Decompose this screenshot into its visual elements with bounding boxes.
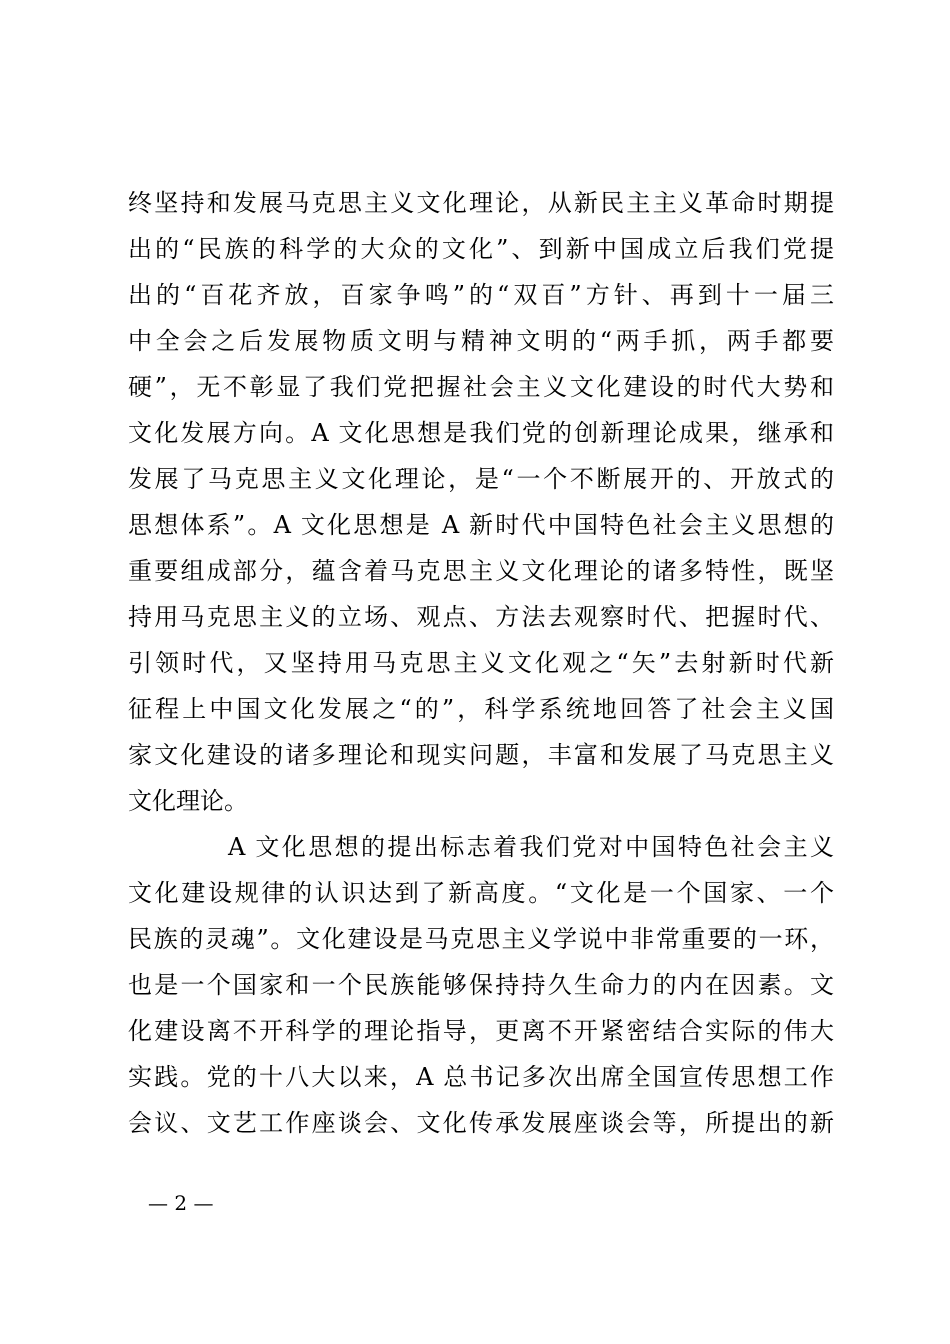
paragraph-2-line-4: 也是一个国家和一个民族能够保持持久生命力的内在因素。文 — [128, 971, 834, 999]
paragraph-2-line-7: 会议、文艺工作座谈会、文化传承发展座谈会等，所提出的新 — [128, 1109, 834, 1137]
paragraph-2-line-1: A 文化思想的提出标志着我们党对中国特色社会主义 — [228, 833, 834, 861]
paragraph-2-line-2: 文化建设规律的认识达到了新高度。“文化是一个国家、一个 — [128, 879, 834, 907]
paragraph-2-line-5: 化建设离不开科学的理论指导，更离不开紧密结合实际的伟大 — [128, 1017, 834, 1045]
paragraph-1-line-6: 文化发展方向。A 文化思想是我们党的创新理论成果，继承和 — [128, 419, 834, 447]
paragraph-1-line-3: 出的“百花齐放，百家争鸣”的“双百”方针、再到十一届三 — [128, 281, 834, 309]
page-number: — 2 — — [148, 1191, 214, 1215]
paragraph-1-line-12: 征程上中国文化发展之“的”，科学系统地回答了社会主义国 — [128, 695, 834, 723]
paragraph-1-line-10: 持用马克思主义的立场、观点、方法去观察时代、把握时代、 — [128, 603, 834, 631]
paragraph-2-line-3: 民族的灵魂”。文化建设是马克思主义学说中非常重要的一环， — [128, 925, 834, 953]
paragraph-1-line-7: 发展了马克思主义文化理论，是“一个不断展开的、开放式的 — [128, 465, 834, 493]
body-text — [128, 180, 834, 1146]
paragraph-1-line-2: 出的“民族的科学的大众的文化”、到新中国成立后我们党提 — [128, 235, 834, 263]
paragraph-1-line-11: 引领时代，又坚持用马克思主义文化观之“矢”去射新时代新 — [128, 649, 834, 677]
paragraph-1-line-9: 重要组成部分，蕴含着马克思主义文化理论的诸多特性，既坚 — [128, 557, 834, 585]
paragraph-1-line-14: 文化理论。 — [128, 787, 248, 815]
paragraph-2-line-6: 实践。党的十八大以来，A 总书记多次出席全国宣传思想工作 — [128, 1063, 834, 1091]
paragraph-1-line-8: 思想体系”。A 文化思想是 A 新时代中国特色社会主义思想的 — [128, 511, 834, 539]
paragraph-1-line-5: 硬”，无不彰显了我们党把握社会主义文化建设的时代大势和 — [128, 373, 834, 401]
paragraph-1-line-1: 终坚持和发展马克思主义文化理论，从新民主主义革命时期提 — [128, 189, 834, 217]
paragraph-1-line-4: 中全会之后发展物质文明与精神文明的“两手抓，两手都要 — [128, 327, 834, 355]
paragraph-1-line-13: 家文化建设的诸多理论和现实问题，丰富和发展了马克思主义 — [128, 741, 834, 769]
